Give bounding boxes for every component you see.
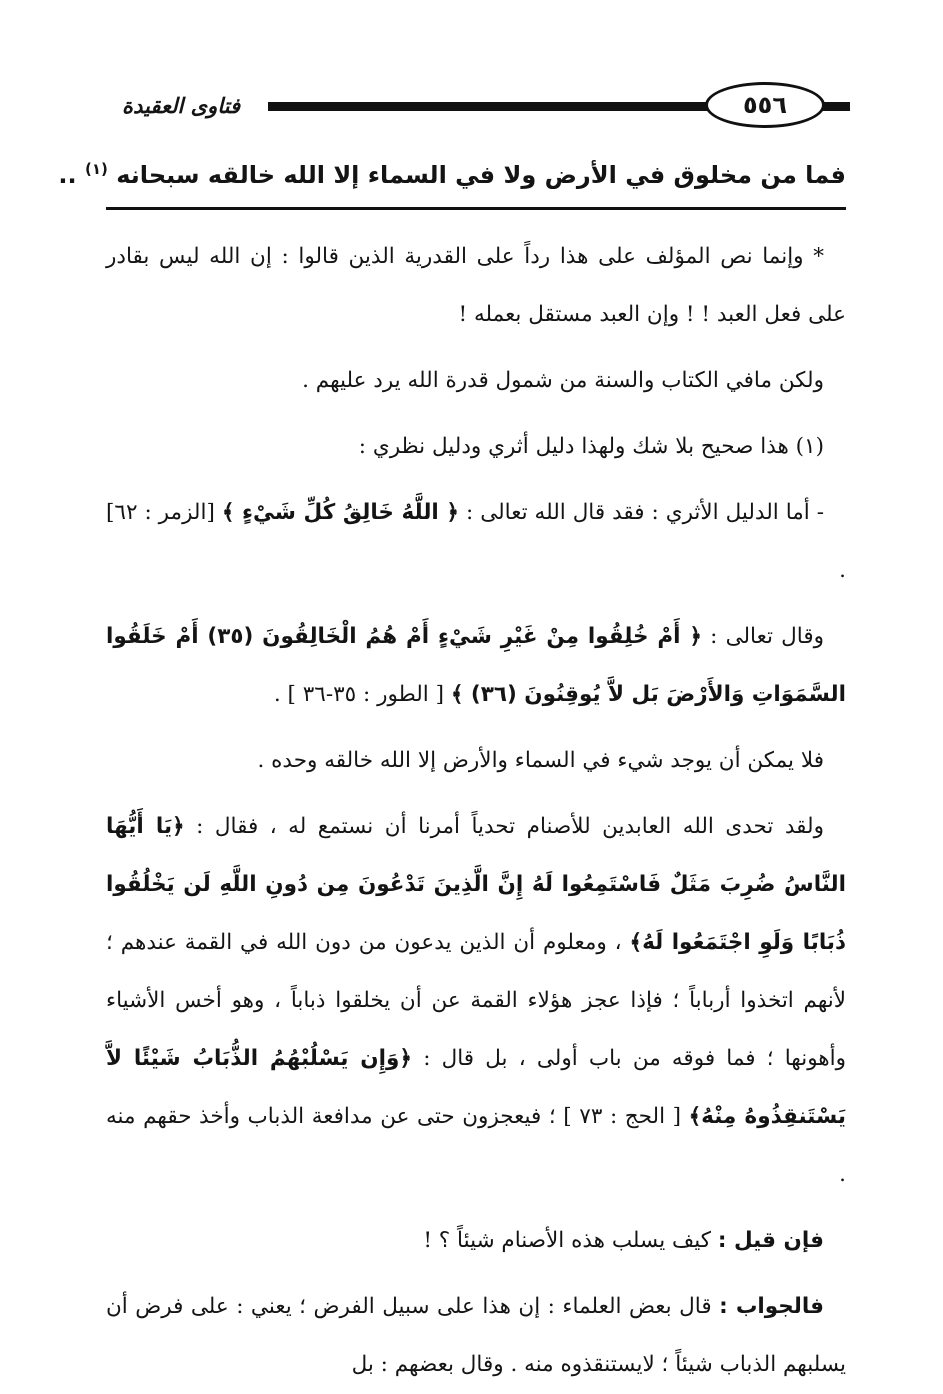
paragraph-conclusion (106, 732, 846, 790)
page-number: ٥٥٦ (705, 82, 825, 128)
paragraph-middle: ، ومعلوم أن الذين يدعون من دون الله في القمة عندهم ؛ لأنهم اتخذوا أرباباً ؛ فإذا عجز هؤلاء القمة عن أن يخلقوا ذباباً ، وهو أخس الأشياء وأهونها ؛ فما فوقه من باب أولى ، بل قال : (106, 930, 846, 1071)
paragraph-text: فلا يمكن أن يوجد شيء في السماء والأرض إلا الله خالقه وحده . (257, 748, 824, 773)
main-text (58, 142, 846, 202)
commentary (106, 228, 846, 1394)
header-rule (268, 102, 708, 111)
paragraph-text: كيف يسلب هذه الأصنام شيئاً ؟ ! (423, 1228, 712, 1253)
verse-reference: [الزمر : ٦٢] . (106, 500, 846, 583)
paragraph-question (106, 1212, 846, 1270)
paragraph-footnote-one (106, 418, 846, 476)
footnote-reference: (١) (85, 160, 108, 178)
paragraph-text: ولكن مافي الكتاب والسنة من شمول قدرة الله يرد عليهم . (302, 368, 824, 393)
quran-verse: ﴿ أَمْ خُلِقُوا مِنْ غَيْرِ شَيْءٍ أَمْ هُمُ الْخَالِقُونَ (٣٥) أَمْ خَلَقُوا السَّمَوَاتِ وَالأَرْضَ بَل لاَّ يُوقِنُونَ (٣٦) ﴾ (106, 624, 846, 707)
paragraph-challenge (106, 798, 846, 1204)
quran-verse: ﴿ اللَّهُ خَالِقُ كُلِّ شَيْءٍ ﴾ (221, 500, 459, 525)
main-text-line: فما من مخلوق في الأرض ولا في السماء إلا الله خالقه سبحانه (116, 161, 846, 189)
question-lead: فإن قيل : (717, 1228, 824, 1253)
paragraph-answer (106, 1278, 846, 1394)
paragraph-qadariyya (106, 228, 846, 344)
paragraph-ending: [ الحج : ٧٣ ] ؛ فيعجزون حتى عن مدافعة الذباب وأخذ حقهم منه . (106, 1104, 846, 1187)
paragraph-text: (١) هذا صحيح بلا شك ولهذا دليل أثري ودليل نظري : (358, 434, 824, 459)
main-text-ending: .. (58, 161, 77, 189)
footnote-separator (106, 207, 846, 210)
paragraph-intro: وقال تعالى : (710, 624, 824, 649)
paragraph-intro: ولقد تحدى الله العابدين للأصنام تحدياً أمرنا أن نستمع له ، فقال : (196, 814, 824, 839)
running-header (100, 78, 850, 132)
paragraph-text: * وإنما نص المؤلف على هذا رداً على القدرية الذين قالوا : إن الله ليس بقادر على فعل العبد ! ! وإن العبد مستقل بعمله ! (106, 244, 846, 327)
quran-verse: ﴿يَا أَيُّهَا النَّاسُ ضُرِبَ مَثَلٌ فَاسْتَمِعُوا لَهُ إِنَّ الَّذِينَ تَدْعُونَ مِن دُونِ اللَّهِ لَن يَخْلُقُوا ذُبَابًا وَلَوِ اجْتَمَعُوا لَهُ﴾ (106, 814, 846, 955)
paragraph-refutation (106, 352, 846, 410)
quran-verse-fly: ﴿وَإِن يَسْلُبْهُمُ الذُّبَابُ شَيْئًا لاَّ يَسْتَنقِذُوهُ مِنْهُ﴾ (106, 1046, 846, 1129)
verse-reference: [ الطور : ٣٥-٣٦ ] . (273, 682, 444, 707)
header-rule-end (822, 102, 850, 111)
book-title: فتاوى العقيدة (121, 94, 240, 118)
paragraph-tur-verse (106, 608, 846, 724)
answer-lead: فالجواب : (719, 1294, 824, 1319)
paragraph-textual-evidence (106, 484, 846, 600)
paragraph-text: قال بعض العلماء : إن هذا على سبيل الفرض ؛ يعني : على فرض أن يسلبهم الذباب شيئاً ؛ لايستنقذوه منه . وقال بعضهم : بل (106, 1294, 846, 1377)
paragraph-intro: - أما الدليل الأثري : فقد قال الله تعالى : (465, 500, 824, 525)
